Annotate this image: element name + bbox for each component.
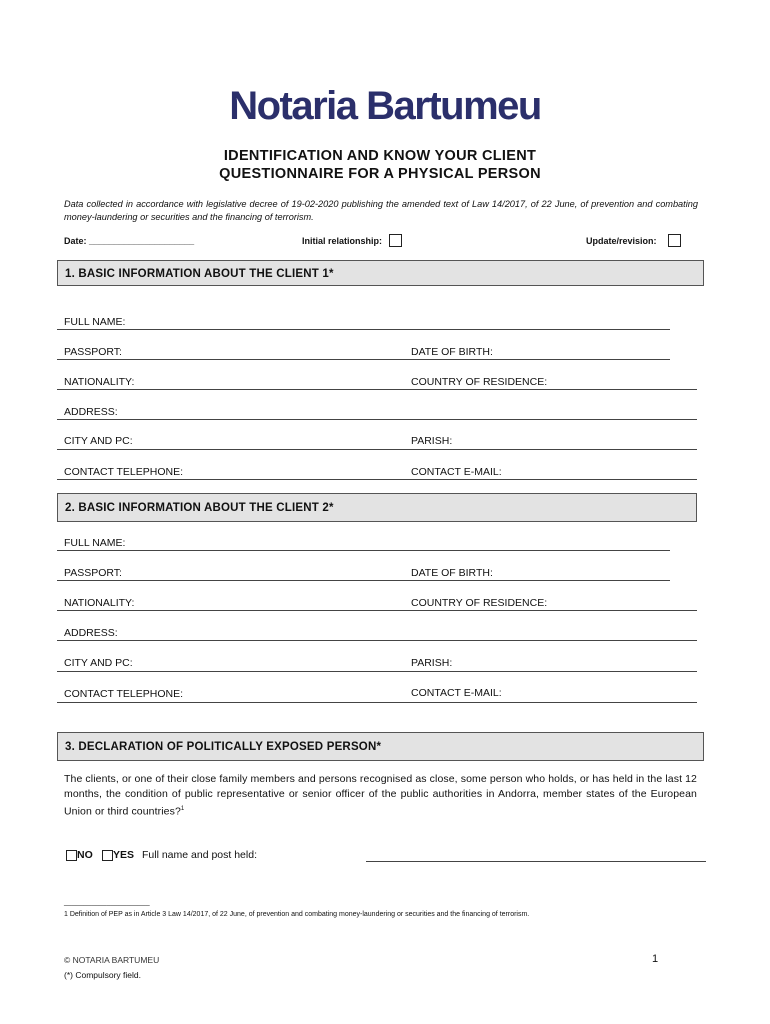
pep-yes-label: YES — [113, 849, 135, 861]
pep-no-checkbox[interactable] — [66, 850, 77, 861]
update-revision-label: Update/revision: — [586, 236, 657, 246]
s2-full-name-field[interactable] — [57, 550, 670, 551]
update-revision-checkbox[interactable] — [668, 234, 681, 247]
s2-passport-label: PASSPORT: — [64, 567, 122, 579]
s1-phone-label: CONTACT TELEPHONE: — [64, 466, 184, 478]
page-title-line1: IDENTIFICATION AND KNOW YOUR CLIENT — [223, 148, 537, 164]
s1-nationality-residence-field[interactable] — [57, 389, 697, 390]
footnote-text: 1 Definition of PEP as in Article 3 Law 14/2017, of 22 June, of prevention and combating money-laundering or securities and the financing of terrorism. — [64, 911, 530, 918]
s2-residence-label: COUNTRY OF RESIDENCE: — [411, 597, 548, 609]
s2-city-label: CITY AND PC: — [64, 657, 133, 669]
section-3-header: 3. DECLARATION OF POLITICALLY EXPOSED PERSON* — [57, 732, 704, 761]
s2-passport-dob-field[interactable] — [57, 580, 670, 581]
s1-city-label: CITY AND PC: — [64, 435, 133, 447]
s1-parish-label: PARISH: — [411, 435, 453, 447]
s2-phone-label: CONTACT TELEPHONE: — [64, 688, 184, 700]
s1-passport-dob-field[interactable] — [57, 359, 670, 360]
pep-yes-checkbox[interactable] — [102, 850, 113, 861]
footer-copyright: © NOTARIA BARTUMEU — [64, 955, 160, 965]
s1-passport-label: PASSPORT: — [64, 346, 122, 358]
s2-full-name-label: FULL NAME: — [64, 537, 126, 549]
s1-phone-email-field[interactable] — [57, 479, 697, 480]
s2-address-field[interactable] — [57, 640, 697, 641]
footnote-ref: 1 — [180, 806, 185, 812]
s1-nationality-label: NATIONALITY: — [64, 376, 135, 388]
s2-parish-label: PARISH: — [411, 657, 453, 669]
pep-question-text: The clients, or one of their close family members and persons recognised as close, some person who holds, or has held in the last 12 months, the condition of public representative or senior officer of the public authorities in Andorra, member states of the European Union or third countries? — [64, 773, 697, 818]
pep-no-label: NO — [77, 849, 93, 861]
compulsory-note: (*) Compulsory field. — [64, 970, 141, 980]
intro-text: Data collected in accordance with legislative decree of 19-02-2020 publishing the amended text of Law 14/2017, of 22 June, of prevention and combating money-laundering or securities and the financing of terrorism. — [64, 199, 698, 222]
s2-address-label: ADDRESS: — [64, 627, 118, 639]
s1-full-name-label: FULL NAME: — [64, 316, 126, 328]
s2-nationality-label: NATIONALITY: — [64, 597, 135, 609]
initial-relationship-checkbox[interactable] — [389, 234, 402, 247]
s1-residence-label: COUNTRY OF RESIDENCE: — [411, 376, 548, 388]
s1-address-field[interactable] — [57, 419, 697, 420]
date-label: Date: _____________________ — [64, 236, 195, 246]
page-title-line2: QUESTIONNAIRE FOR A PHYSICAL PERSON — [219, 166, 541, 182]
s1-city-parish-field[interactable] — [57, 449, 697, 450]
pep-question — [64, 772, 697, 820]
s2-phone-email-field[interactable] — [57, 702, 697, 703]
fullname-post-label: Full name and post held: — [142, 849, 257, 861]
s2-nationality-residence-field[interactable] — [57, 610, 697, 611]
section-1-header: 1. BASIC INFORMATION ABOUT THE CLIENT 1* — [57, 260, 704, 286]
s1-full-name-field[interactable] — [57, 329, 670, 330]
s2-dob-label: DATE OF BIRTH: — [411, 567, 493, 579]
fullname-post-field[interactable] — [366, 861, 706, 862]
page-number: 1 — [652, 953, 659, 965]
s2-email-label: CONTACT E-MAIL: — [411, 687, 502, 699]
s1-email-label: CONTACT E-MAIL: — [411, 466, 502, 478]
logo: Notaria Bartumeu — [229, 84, 541, 128]
s1-dob-label: DATE OF BIRTH: — [411, 346, 493, 358]
initial-relationship-label: Initial relationship: — [302, 236, 383, 246]
s1-address-label: ADDRESS: — [64, 406, 118, 418]
footnote-separator: ______________________ — [64, 899, 150, 906]
s2-city-parish-field[interactable] — [57, 671, 697, 672]
section-2-header: 2. BASIC INFORMATION ABOUT THE CLIENT 2* — [57, 493, 697, 522]
